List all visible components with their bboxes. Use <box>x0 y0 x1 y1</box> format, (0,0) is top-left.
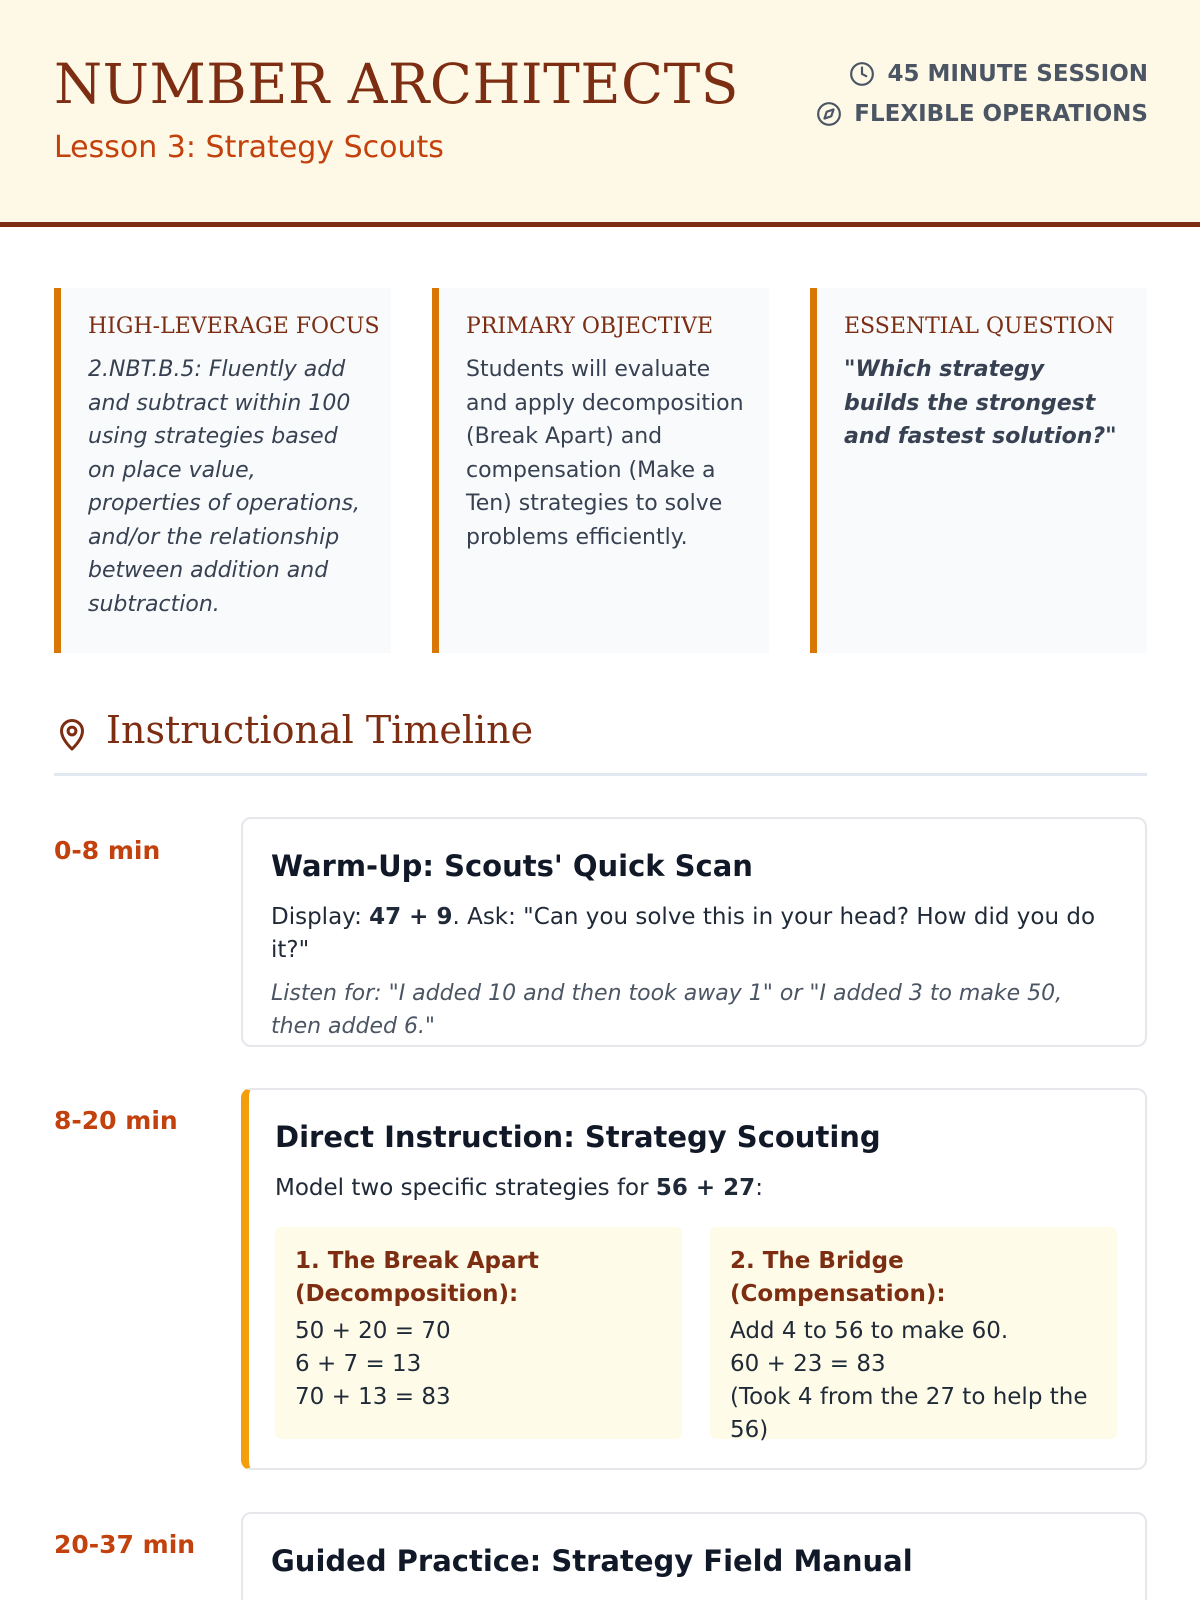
timeline-time: 0-8 min <box>54 836 161 865</box>
block-title: Warm-Up: Scouts' Quick Scan <box>271 849 753 883</box>
focus-card-text: 2.NBT.B.5: Fluently add and subtract within 100 using strategies based on place value, properties of operations, and/or the relationship between addition and subtraction. <box>88 357 361 617</box>
block-note: Listen for: "I added 10 and then took away 1" or "I added 3 to make 50, then added 6." <box>271 981 1063 1039</box>
focus-card <box>54 288 391 653</box>
strategy-step: 6 + 7 = 13 <box>295 1351 422 1377</box>
session-length <box>816 54 1148 94</box>
strategy-bridge <box>710 1227 1117 1443</box>
lesson-overview-cards <box>54 288 1147 653</box>
question-card-text: "Which strategy builds the strongest and fastest solution?" <box>844 357 1117 449</box>
focus-tag <box>816 94 1148 134</box>
session-length-label: 45 MINUTE SESSION <box>887 61 1148 87</box>
strategy-title: 2. The Bridge (Compensation): <box>730 1248 946 1307</box>
problem-expression: 56 + 27 <box>655 1175 756 1201</box>
timeline-time: 8-20 min <box>54 1106 178 1135</box>
strategy-title: 1. The Break Apart (Decomposition): <box>295 1248 539 1307</box>
strategy-step: 70 + 13 = 83 <box>295 1384 451 1410</box>
block-text <box>275 1172 1117 1205</box>
block-text-part: . Ask: "Can you solve this in your head? How did you do it?" <box>271 904 1096 963</box>
compass-icon <box>816 101 842 127</box>
focus-card-label: HIGH-LEVERAGE FOCUS <box>88 314 380 339</box>
objective-card-text: Students will evaluate and apply decomposition (Break Apart) and compensation (Make a Ten) strategies to solve problems efficiently. <box>466 357 744 550</box>
clock-icon <box>849 61 875 87</box>
block-text-part: Display: <box>271 904 370 930</box>
block-text-part: : <box>755 1175 763 1201</box>
strategy-break-apart <box>275 1227 682 1439</box>
objective-card-label: PRIMARY OBJECTIVE <box>466 314 714 339</box>
problem-expression: 47 + 9 <box>369 904 453 930</box>
timeline-block-warmup <box>241 817 1147 1047</box>
block-title: Guided Practice: Strategy Field Manual <box>271 1544 913 1578</box>
timeline-block-guided-practice <box>241 1512 1147 1600</box>
strategy-step: 60 + 23 = 83 <box>730 1351 886 1377</box>
lesson-header <box>0 0 1200 227</box>
strategy-step: Add 4 to 56 to make 60. <box>730 1318 1009 1344</box>
question-card <box>810 288 1147 653</box>
timeline-title: Instructional Timeline <box>106 708 534 752</box>
block-text-part: Model two specific strategies for <box>275 1175 656 1201</box>
strategy-step: (Took 4 from the 27 to help the 56) <box>730 1384 1088 1443</box>
lesson-subtitle: Lesson 3: Strategy Scouts <box>54 130 444 165</box>
map-pin-icon <box>54 714 90 754</box>
strategy-examples <box>275 1227 1117 1443</box>
timeline-time: 20-37 min <box>54 1530 196 1559</box>
block-text <box>271 901 1117 967</box>
page-title: NUMBER ARCHITECTS <box>54 52 739 116</box>
timeline-heading <box>54 708 1147 776</box>
lesson-meta <box>816 54 1148 134</box>
strategy-step: 50 + 20 = 70 <box>295 1318 451 1344</box>
objective-card <box>432 288 769 653</box>
question-card-label: ESSENTIAL QUESTION <box>844 314 1115 339</box>
focus-tag-label: FLEXIBLE OPERATIONS <box>854 101 1148 127</box>
block-title: Direct Instruction: Strategy Scouting <box>275 1120 881 1154</box>
timeline-block-instruction <box>241 1088 1147 1470</box>
